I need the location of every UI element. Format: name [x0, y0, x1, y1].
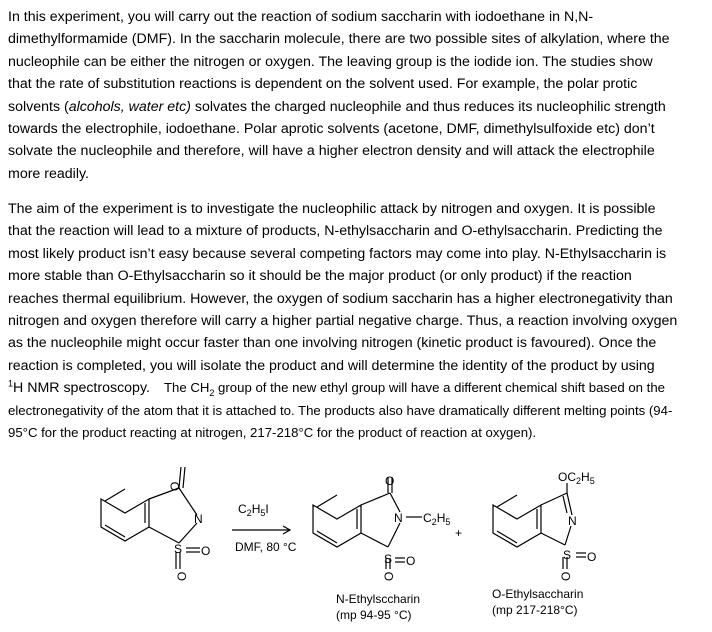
text-line: as the nucleophile might occur faster than one involving nitrogen (kinetic product is favoured). Once the [8, 335, 657, 352]
italic-fragment: alcohols, water etc) [68, 98, 191, 115]
text-fragment: solvates the charged nucleophile and thus reduces its nucleophilic strength [190, 98, 666, 115]
atom-label: N [394, 511, 403, 525]
text-line: nitrogen and oxygen therefore will carry a higher partial negative charge. Thus, a reaction involving oxygen [8, 313, 678, 330]
text-line: dimethylformamide (DMF). In the saccharin molecule, there are two possible sites of alkylation, where the [8, 31, 670, 48]
text-line [8, 96, 708, 118]
plus-sign: + [455, 526, 463, 540]
product2-mp: (mp 217-218°C) [492, 603, 578, 617]
text-line: reaction is completed, you will isolate the product and will determine the identity of the product by using [8, 357, 655, 374]
text-fragment: group of the new ethyl group will have a different chemical shift based on the [214, 380, 665, 396]
text-line: reaches thermal equilibrium. However, the oxygen of sodium saccharin has a higher electronegativity than [8, 290, 673, 307]
text-line: more stable than O-Ethylsaccharin so it should be the major product (or only product) if the reaction [8, 268, 632, 285]
atom-label: O [175, 571, 189, 581]
text-fragment: solvents ( [8, 98, 69, 115]
atom-label: O [406, 554, 416, 568]
atom-label: O [587, 550, 597, 564]
reactant-structure [101, 467, 200, 569]
text-line: nucleophile can be either the nitrogen or oxygen. The leaving group is the iodide ion. The studies show [8, 53, 653, 70]
atom-label: S [563, 548, 572, 562]
text-line: most likely product isn’t easy because several competing factors may come into play. N-Ethylsaccharin is [8, 245, 667, 262]
text-line: that the reaction will lead to a mixture of products, N-ethylsaccharin and O-ethylsaccharin. Predicting the [8, 223, 663, 240]
conditions-label: DMF, 80 °C [235, 540, 297, 554]
atom-label: O [201, 544, 211, 558]
atom-label: O [385, 474, 395, 488]
n-ethyl-label: $C_2H_5$ [423, 511, 451, 527]
text-fragment: H NMR spectroscopy. [13, 380, 150, 397]
reaction-scheme [0, 455, 712, 632]
product1-name: N-Ethylsccharin [336, 592, 421, 606]
superscript: 1 [8, 378, 14, 389]
atom-label: N [568, 514, 577, 528]
paragraph-experiment-aim [8, 198, 708, 444]
product2-name: O-Ethylsaccharin [492, 587, 584, 601]
atom-label: O [168, 481, 182, 491]
text-line [8, 377, 708, 399]
text-line: towards the electrophile, iodoethane. Polar aprotic solvents (acetone, DMF, dimethylsulfoxide etc) don’t [8, 121, 655, 138]
text-line: In this experiment, you will carry out the reaction of sodium saccharin with iodoethane in N,N- [8, 9, 594, 25]
text-line: The aim of the experiment is to investigate the nucleophilic attack by nitrogen and oxygen. It is possible [8, 201, 656, 217]
reagent-label: $C_2H_5I$ [238, 502, 269, 518]
text-fragment: The CH [163, 380, 210, 396]
text-line: electronegativity of the atom that it is attached to. The products also have dramatically different melting points (94- [8, 402, 673, 418]
text-line: solvate the nucleophile and therefore, will have a higher electron density and will attack the electrophile [8, 143, 655, 160]
atom-label: O [559, 571, 573, 581]
text-line: that the rate of substitution reactions is dependent on the solvent used. For example, the polar protic [8, 76, 638, 93]
atom-label: S [174, 542, 183, 556]
atom-label: N [194, 512, 203, 526]
subscript: 2 [209, 388, 215, 399]
paragraph-solvent-effects [8, 6, 708, 185]
text-line: more readily. [8, 165, 89, 182]
atom-label: S [384, 552, 393, 566]
product1-mp: (mp 94-95 °C) [336, 608, 412, 622]
atom-label: O [382, 571, 396, 581]
text-line: 95°C for the product reacting at nitrogen, 217-218°C for the product of reaction at oxygen). [8, 425, 537, 441]
o-ethyl-label: $OC_2H_5$ [558, 470, 595, 486]
